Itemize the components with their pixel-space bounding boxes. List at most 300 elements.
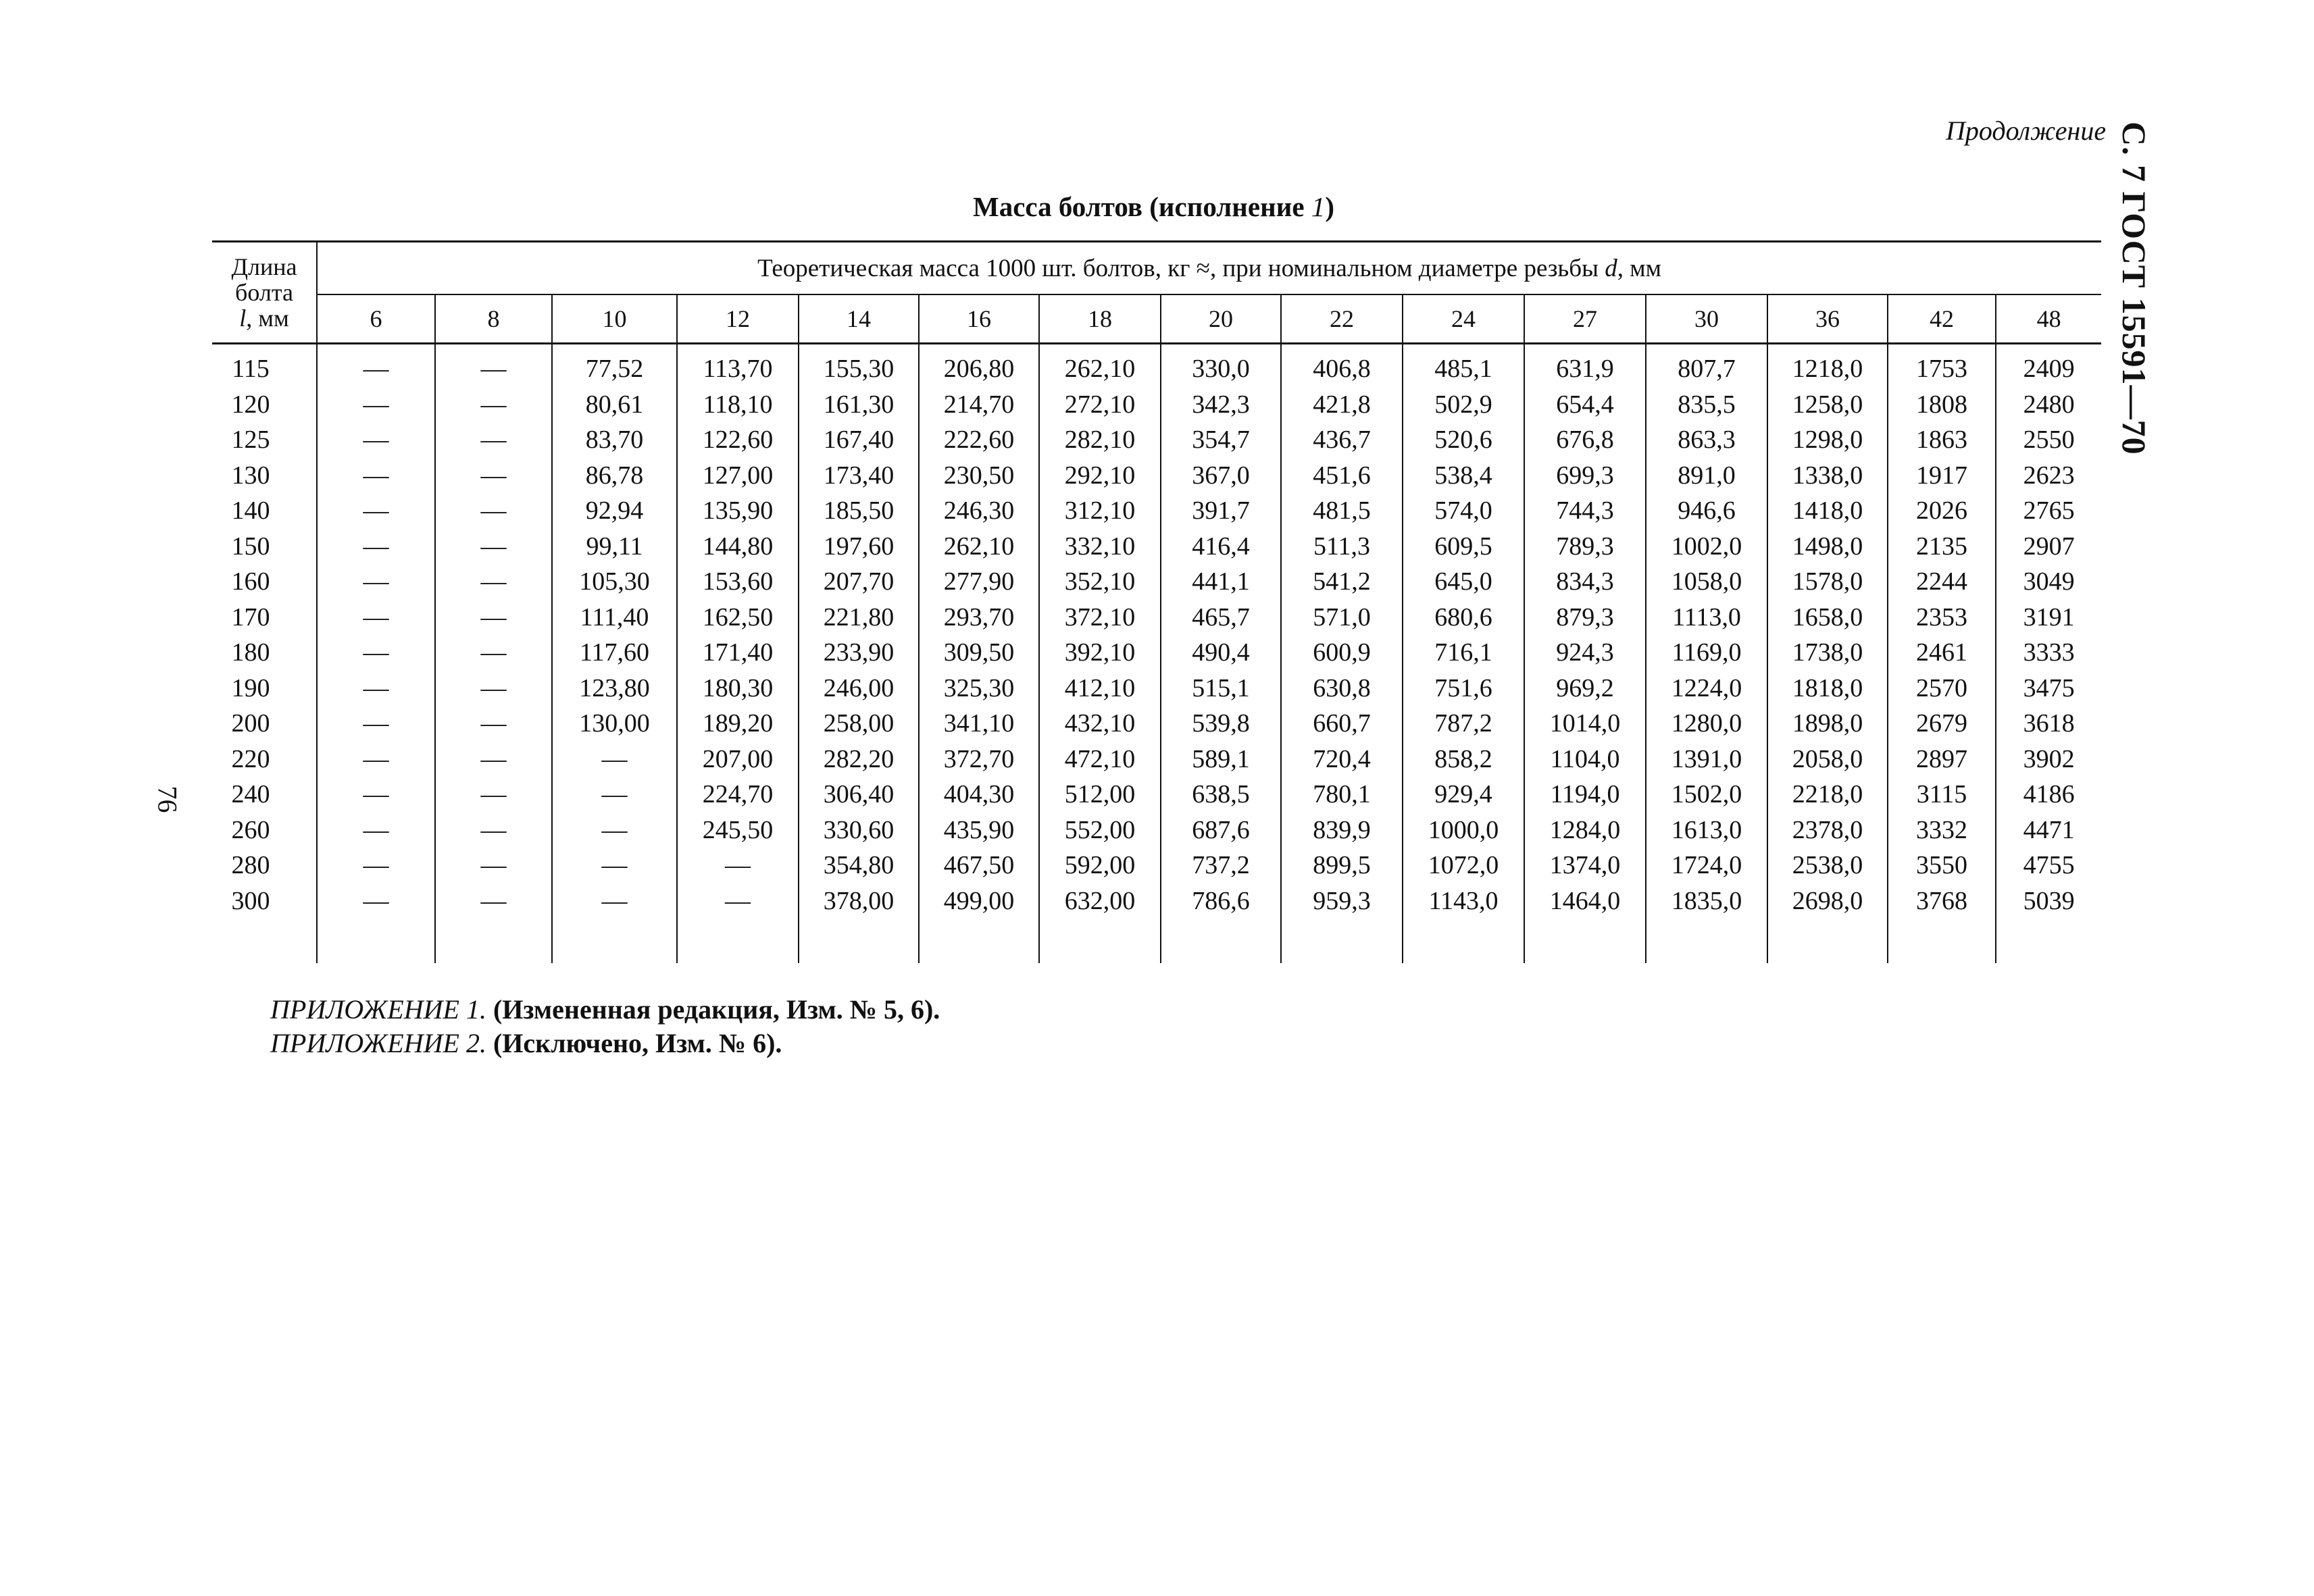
mass-cell: 5039 <box>1996 883 2101 919</box>
spacer-cell <box>1646 919 1767 963</box>
mass-cell: 1169,0 <box>1646 635 1767 671</box>
mass-cell: 354,80 <box>799 848 919 883</box>
diameter-header-cell: 22 <box>1281 294 1403 344</box>
bolt-mass-table <box>212 240 2101 963</box>
mass-cell: 716,1 <box>1403 635 1524 671</box>
mass-cell: — <box>317 422 435 458</box>
mass-cell: 1000,0 <box>1403 813 1524 848</box>
mass-cell: 282,10 <box>1039 422 1161 458</box>
mass-cell: 1014,0 <box>1524 706 1646 742</box>
mass-cell: 929,4 <box>1403 777 1524 813</box>
mass-cell: 3333 <box>1996 635 2101 671</box>
mass-cell: 92,94 <box>552 493 677 529</box>
length-cell: 115 <box>232 355 270 384</box>
mass-cell: — <box>435 883 552 919</box>
mass-cell: — <box>435 458 552 494</box>
mass-cell: 1391,0 <box>1646 742 1767 777</box>
mass-cell: 924,3 <box>1524 635 1646 671</box>
spacer-cell <box>212 919 317 963</box>
mass-cell: 2135 <box>1888 529 1996 565</box>
table-row <box>212 777 2101 813</box>
mass-cell: 391,7 <box>1161 493 1281 529</box>
mass-cell: 481,5 <box>1281 493 1403 529</box>
mass-cell: 3902 <box>1996 742 2101 777</box>
mass-cell: 4471 <box>1996 813 2101 848</box>
mass-cell: 342,3 <box>1161 387 1281 423</box>
mass-cell: 2026 <box>1888 493 1996 529</box>
mass-cell: 258,00 <box>799 706 919 742</box>
diameter-header-cell: 27 <box>1524 294 1646 344</box>
mass-cell: 117,60 <box>552 635 677 671</box>
spacer-cell <box>1039 919 1161 963</box>
mass-cell: 1863 <box>1888 422 1996 458</box>
mass-cell: 2244 <box>1888 564 1996 600</box>
mass-cell: 1298,0 <box>1767 422 1888 458</box>
mass-cell: 786,6 <box>1161 883 1281 919</box>
mass-cell: — <box>435 813 552 848</box>
mass-cell: — <box>317 777 435 813</box>
mass-cell: 3049 <box>1996 564 2101 600</box>
length-cell: 150 <box>231 532 270 561</box>
table-row <box>212 883 2101 919</box>
length-cell: 130 <box>231 461 270 490</box>
mass-cell: 332,10 <box>1039 529 1161 565</box>
mass-cell: 207,00 <box>677 742 799 777</box>
table-row <box>212 458 2101 494</box>
diameter-header-cell: 16 <box>919 294 1039 344</box>
length-cell: 300 <box>231 886 270 915</box>
mass-cell: 130,00 <box>552 706 677 742</box>
mass-cell: 1898,0 <box>1767 706 1888 742</box>
mass-cell: 435,90 <box>919 813 1039 848</box>
diameter-header-cell: 6 <box>317 294 435 344</box>
mass-cell: — <box>317 529 435 565</box>
length-cell: 125 <box>231 426 270 455</box>
length-cell: 140 <box>231 496 270 525</box>
mass-cell: 1613,0 <box>1646 813 1767 848</box>
mass-cell: 292,10 <box>1039 458 1161 494</box>
mass-span-header-prefix: Теоретическая масса 1000 шт. болтов, кг ≈, при номинальном диаметре резьбы <box>757 254 1605 282</box>
table-row <box>212 671 2101 706</box>
mass-cell: 1143,0 <box>1403 883 1524 919</box>
mass-cell: 1284,0 <box>1524 813 1646 848</box>
mass-cell: 1808 <box>1888 387 1996 423</box>
mass-cell: — <box>677 848 799 883</box>
spacer-cell <box>919 919 1039 963</box>
mass-cell: 1072,0 <box>1403 848 1524 883</box>
mass-cell: 262,10 <box>1039 344 1161 387</box>
diameter-header-cell: 12 <box>677 294 799 344</box>
mass-cell: 352,10 <box>1039 564 1161 600</box>
length-cell: 160 <box>231 567 270 596</box>
mass-cell: 541,2 <box>1281 564 1403 600</box>
mass-cell: 83,70 <box>552 422 677 458</box>
mass-cell: 969,2 <box>1524 671 1646 706</box>
appendix-notes <box>270 993 940 1060</box>
mass-cell: 171,40 <box>677 635 799 671</box>
mass-cell: 312,10 <box>1039 493 1161 529</box>
mass-cell: 2353 <box>1888 600 1996 636</box>
mass-cell: 111,40 <box>552 600 677 636</box>
mass-cell: 127,00 <box>677 458 799 494</box>
mass-cell: 737,2 <box>1161 848 1281 883</box>
spacer-cell <box>1524 919 1646 963</box>
mass-cell: 574,0 <box>1403 493 1524 529</box>
mass-cell: 2623 <box>1996 458 2101 494</box>
appendix-note-text: (Измененная редакция, Изм. № 5, 6). <box>493 994 940 1025</box>
spacer-cell <box>799 919 919 963</box>
mass-cell: 3115 <box>1888 777 1996 813</box>
diameter-header-cell: 10 <box>552 294 677 344</box>
diameter-header-cell: 36 <box>1767 294 1888 344</box>
continuation-label: Продолжение <box>1946 115 2107 146</box>
mass-cell: — <box>317 493 435 529</box>
mass-cell: 638,5 <box>1161 777 1281 813</box>
mass-cell: — <box>317 344 435 387</box>
mass-cell: 2679 <box>1888 706 1996 742</box>
mass-cell: 451,6 <box>1281 458 1403 494</box>
mass-cell: 511,3 <box>1281 529 1403 565</box>
mass-cell: 3550 <box>1888 848 1996 883</box>
length-header-line2: болта <box>235 279 293 306</box>
length-cell: 280 <box>231 851 270 880</box>
table-title-variant: 1 <box>1311 191 1326 222</box>
mass-cell: 372,70 <box>919 742 1039 777</box>
mass-cell: 1502,0 <box>1646 777 1767 813</box>
mass-cell: 1224,0 <box>1646 671 1767 706</box>
mass-cell: 1753 <box>1888 344 1996 387</box>
mass-cell: 436,7 <box>1281 422 1403 458</box>
table-row <box>212 344 2101 387</box>
mass-cell: — <box>435 742 552 777</box>
spacer-cell <box>1767 919 1888 963</box>
mass-cell: 630,8 <box>1281 671 1403 706</box>
mass-cell: 306,40 <box>799 777 919 813</box>
table-row <box>212 493 2101 529</box>
mass-cell: — <box>552 813 677 848</box>
mass-cell: — <box>552 883 677 919</box>
table-row <box>212 422 2101 458</box>
mass-cell: 2480 <box>1996 387 2101 423</box>
spacer-cell <box>1161 919 1281 963</box>
mass-cell: 1835,0 <box>1646 883 1767 919</box>
mass-cell: 2218,0 <box>1767 777 1888 813</box>
mass-cell: 1113,0 <box>1646 600 1767 636</box>
table-title-prefix: Масса болтов (исполнение <box>973 191 1311 222</box>
mass-cell: — <box>317 848 435 883</box>
spacer-cell <box>435 919 552 963</box>
mass-cell: — <box>435 387 552 423</box>
spacer-cell <box>1996 919 2101 963</box>
mass-cell: 472,10 <box>1039 742 1161 777</box>
mass-cell: — <box>317 387 435 423</box>
length-cell: 240 <box>231 780 270 809</box>
mass-cell: — <box>317 635 435 671</box>
mass-cell: 520,6 <box>1403 422 1524 458</box>
mass-cell: 1104,0 <box>1524 742 1646 777</box>
mass-cell: — <box>317 706 435 742</box>
length-cell: 220 <box>231 744 270 773</box>
mass-cell: 1258,0 <box>1767 387 1888 423</box>
mass-cell: 144,80 <box>677 529 799 565</box>
mass-cell: 1280,0 <box>1646 706 1767 742</box>
mass-cell: 1818,0 <box>1767 671 1888 706</box>
mass-cell: 2058,0 <box>1767 742 1888 777</box>
length-cell: 120 <box>231 390 270 419</box>
mass-cell: — <box>435 422 552 458</box>
mass-cell: 4186 <box>1996 777 2101 813</box>
mass-cell: 309,50 <box>919 635 1039 671</box>
mass-cell: 2409 <box>1996 344 2101 387</box>
mass-cell: 1002,0 <box>1646 529 1767 565</box>
length-header-var: l <box>239 305 247 332</box>
mass-cell: — <box>435 848 552 883</box>
mass-cell: 2461 <box>1888 635 1996 671</box>
diameter-header-cell: 8 <box>435 294 552 344</box>
mass-cell: 787,2 <box>1403 706 1524 742</box>
mass-cell: — <box>435 529 552 565</box>
length-cell: 260 <box>231 815 270 844</box>
mass-cell: 197,60 <box>799 529 919 565</box>
diameter-header-cell: 24 <box>1403 294 1524 344</box>
mass-cell: 654,4 <box>1524 387 1646 423</box>
table-row <box>212 848 2101 883</box>
mass-cell: 789,3 <box>1524 529 1646 565</box>
page-number: 76 <box>152 786 183 813</box>
mass-cell: 863,3 <box>1646 422 1767 458</box>
mass-cell: — <box>552 742 677 777</box>
mass-cell: — <box>317 742 435 777</box>
mass-cell: 214,70 <box>919 387 1039 423</box>
mass-cell: 3618 <box>1996 706 2101 742</box>
mass-cell: — <box>435 777 552 813</box>
mass-cell: 404,30 <box>919 777 1039 813</box>
mass-cell: 122,60 <box>677 422 799 458</box>
mass-cell: — <box>317 458 435 494</box>
mass-cell: 1194,0 <box>1524 777 1646 813</box>
spacer-cell <box>677 919 799 963</box>
table-row <box>212 387 2101 423</box>
mass-cell: 780,1 <box>1281 777 1403 813</box>
mass-cell: — <box>552 848 677 883</box>
mass-cell: 552,00 <box>1039 813 1161 848</box>
mass-cell: 155,30 <box>799 344 919 387</box>
mass-cell: 835,5 <box>1646 387 1767 423</box>
mass-cell: — <box>435 493 552 529</box>
diameter-header-cell: 48 <box>1996 294 2101 344</box>
mass-cell: 1374,0 <box>1524 848 1646 883</box>
length-cell: 170 <box>231 602 270 632</box>
appendix-note-label: ПРИЛОЖЕНИЕ 2. <box>270 1028 493 1058</box>
mass-cell: — <box>435 564 552 600</box>
mass-cell: 609,5 <box>1403 529 1524 565</box>
mass-cell: 221,80 <box>799 600 919 636</box>
mass-cell: 180,30 <box>677 671 799 706</box>
length-header <box>212 242 317 344</box>
mass-cell: 2378,0 <box>1767 813 1888 848</box>
mass-cell: 1917 <box>1888 458 1996 494</box>
mass-cell: 2698,0 <box>1767 883 1888 919</box>
mass-cell: 330,0 <box>1161 344 1281 387</box>
mass-cell: 2765 <box>1996 493 2101 529</box>
mass-cell: 153,60 <box>677 564 799 600</box>
mass-cell: 421,8 <box>1281 387 1403 423</box>
mass-cell: 173,40 <box>799 458 919 494</box>
spacer-cell <box>552 919 677 963</box>
mass-cell: 720,4 <box>1281 742 1403 777</box>
mass-cell: 699,3 <box>1524 458 1646 494</box>
mass-cell: 499,00 <box>919 883 1039 919</box>
mass-cell: 4755 <box>1996 848 2101 883</box>
spacer-cell <box>317 919 435 963</box>
mass-cell: 645,0 <box>1403 564 1524 600</box>
mass-cell: 262,10 <box>919 529 1039 565</box>
mass-cell: 1058,0 <box>1646 564 1767 600</box>
mass-cell: 230,50 <box>919 458 1039 494</box>
mass-cell: 441,1 <box>1161 564 1281 600</box>
mass-cell: 3332 <box>1888 813 1996 848</box>
table-row <box>212 813 2101 848</box>
mass-cell: 406,8 <box>1281 344 1403 387</box>
mass-cell: 2550 <box>1996 422 2101 458</box>
mass-cell: 367,0 <box>1161 458 1281 494</box>
mass-cell: 467,50 <box>919 848 1039 883</box>
mass-cell: 224,70 <box>677 777 799 813</box>
mass-cell: 354,7 <box>1161 422 1281 458</box>
diameter-header-cell: 30 <box>1646 294 1767 344</box>
mass-cell: 372,10 <box>1039 600 1161 636</box>
table-row <box>212 529 2101 565</box>
mass-cell: 1498,0 <box>1767 529 1888 565</box>
mass-cell: 392,10 <box>1039 635 1161 671</box>
mass-cell: 341,10 <box>919 706 1039 742</box>
spacer-cell <box>1403 919 1524 963</box>
mass-cell: 879,3 <box>1524 600 1646 636</box>
diameter-header-cell: 18 <box>1039 294 1161 344</box>
mass-cell: 3475 <box>1996 671 2101 706</box>
mass-cell: 432,10 <box>1039 706 1161 742</box>
mass-cell: — <box>552 777 677 813</box>
diameter-header-row <box>212 294 2101 344</box>
mass-cell: 676,8 <box>1524 422 1646 458</box>
table-row <box>212 600 2101 636</box>
mass-cell: 1464,0 <box>1524 883 1646 919</box>
mass-cell: 1658,0 <box>1767 600 1888 636</box>
mass-cell: 105,30 <box>552 564 677 600</box>
mass-cell: 959,3 <box>1281 883 1403 919</box>
mass-cell: 539,8 <box>1161 706 1281 742</box>
mass-span-header <box>317 242 2101 295</box>
diameter-header-cell: 42 <box>1888 294 1996 344</box>
mass-cell: 687,6 <box>1161 813 1281 848</box>
table-row <box>212 742 2101 777</box>
length-header-line1: Длина <box>231 253 297 280</box>
table-row <box>212 564 2101 600</box>
diameter-header-cell: 20 <box>1161 294 1281 344</box>
mass-cell: 246,00 <box>799 671 919 706</box>
mass-cell: 185,50 <box>799 493 919 529</box>
mass-cell: 592,00 <box>1039 848 1161 883</box>
mass-span-header-suffix: , мм <box>1617 254 1662 282</box>
mass-cell: — <box>317 671 435 706</box>
mass-cell: 1338,0 <box>1767 458 1888 494</box>
mass-cell: 416,4 <box>1161 529 1281 565</box>
length-cell: 180 <box>231 638 270 667</box>
mass-cell: 162,50 <box>677 600 799 636</box>
mass-cell: 3768 <box>1888 883 1996 919</box>
mass-cell: 80,61 <box>552 387 677 423</box>
mass-cell: — <box>435 600 552 636</box>
appendix-note <box>270 1027 940 1060</box>
mass-cell: 207,70 <box>799 564 919 600</box>
mass-span-header-var: d <box>1605 254 1617 282</box>
mass-cell: — <box>317 600 435 636</box>
mass-cell: 1418,0 <box>1767 493 1888 529</box>
mass-cell: 485,1 <box>1403 344 1524 387</box>
mass-cell: 571,0 <box>1281 600 1403 636</box>
mass-cell: 1578,0 <box>1767 564 1888 600</box>
mass-cell: 946,6 <box>1646 493 1767 529</box>
document-side-header: С. 7 ГОСТ 15591—70 <box>2115 122 2153 455</box>
table-spacer-row <box>212 919 2101 963</box>
spacer-cell <box>1281 919 1403 963</box>
length-cell: 200 <box>231 709 270 738</box>
mass-cell: 99,11 <box>552 529 677 565</box>
mass-cell: 680,6 <box>1403 600 1524 636</box>
mass-cell: 2570 <box>1888 671 1996 706</box>
mass-cell: 118,10 <box>677 387 799 423</box>
mass-cell: — <box>435 706 552 742</box>
appendix-note <box>270 993 940 1027</box>
mass-cell: — <box>435 635 552 671</box>
mass-cell: 751,6 <box>1403 671 1524 706</box>
mass-cell: 600,9 <box>1281 635 1403 671</box>
mass-cell: 2897 <box>1888 742 1996 777</box>
mass-cell: 631,9 <box>1524 344 1646 387</box>
mass-cell: 206,80 <box>919 344 1039 387</box>
mass-cell: 277,90 <box>919 564 1039 600</box>
mass-cell: 807,7 <box>1646 344 1767 387</box>
mass-cell: 515,1 <box>1161 671 1281 706</box>
mass-cell: — <box>677 883 799 919</box>
mass-cell: 899,5 <box>1281 848 1403 883</box>
mass-cell: 3191 <box>1996 600 2101 636</box>
mass-cell: 293,70 <box>919 600 1039 636</box>
mass-cell: 1724,0 <box>1646 848 1767 883</box>
mass-cell: 589,1 <box>1161 742 1281 777</box>
mass-cell: 245,50 <box>677 813 799 848</box>
mass-cell: 222,60 <box>919 422 1039 458</box>
mass-cell: 2907 <box>1996 529 2101 565</box>
mass-cell: — <box>435 671 552 706</box>
mass-cell: 113,70 <box>677 344 799 387</box>
mass-cell: 839,9 <box>1281 813 1403 848</box>
mass-cell: 660,7 <box>1281 706 1403 742</box>
mass-cell: — <box>317 813 435 848</box>
mass-cell: 135,90 <box>677 493 799 529</box>
length-header-line3 <box>212 305 316 331</box>
appendix-note-label: ПРИЛОЖЕНИЕ 1. <box>270 994 493 1025</box>
mass-cell: 246,30 <box>919 493 1039 529</box>
mass-cell: 858,2 <box>1403 742 1524 777</box>
mass-cell: 167,40 <box>799 422 919 458</box>
length-header-unit: , мм <box>246 305 289 332</box>
mass-cell: 412,10 <box>1039 671 1161 706</box>
mass-cell: 512,00 <box>1039 777 1161 813</box>
mass-cell: 325,30 <box>919 671 1039 706</box>
mass-cell: 77,52 <box>552 344 677 387</box>
mass-cell: 538,4 <box>1403 458 1524 494</box>
